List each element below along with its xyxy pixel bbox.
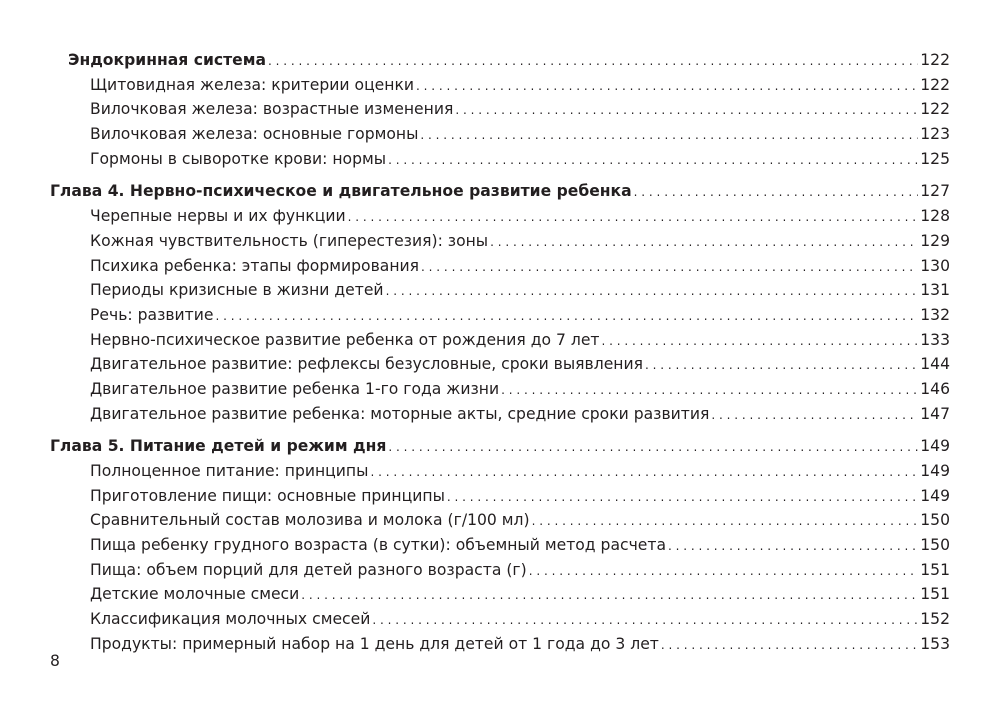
- leader-dots: [501, 378, 918, 403]
- toc-entry-title: Вилочковая железа: основные гормоны: [90, 125, 419, 144]
- toc-entry[interactable]: [50, 533, 950, 558]
- toc-entry[interactable]: [50, 229, 950, 254]
- toc-entry-page: 127: [920, 182, 950, 201]
- toc-entry-title: Приготовление пищи: основные принципы: [90, 486, 445, 505]
- leader-dots: [634, 180, 919, 205]
- toc-entry-title: Глава 5. Питание детей и режим дня: [50, 437, 387, 456]
- leader-dots: [661, 633, 918, 658]
- toc-entry-title: Гормоны в сыворотке крови: нормы: [90, 149, 387, 168]
- toc-entry[interactable]: [50, 377, 950, 402]
- toc-entry-page: 125: [920, 149, 950, 168]
- toc-entry-page: 152: [920, 610, 950, 629]
- toc-entry-title: Двигательное развитие ребенка 1-го года жизни: [90, 379, 500, 398]
- toc-entry-page: 147: [920, 404, 950, 423]
- leader-dots: [370, 460, 918, 485]
- leader-dots: [421, 255, 918, 280]
- toc-entry[interactable]: [50, 484, 950, 509]
- leader-dots: [645, 353, 918, 378]
- toc-entry-page: 128: [920, 207, 950, 226]
- toc-entry[interactable]: [50, 73, 950, 98]
- toc-entry-page: 132: [920, 305, 950, 324]
- leader-dots: [372, 608, 918, 633]
- toc-entry-title: Продукты: примерный набор на 1 день для детей от 1 года до 3 лет: [90, 634, 659, 653]
- toc-entry-title: Нервно-психическое развитие ребенка от рождения до 7 лет: [90, 330, 600, 349]
- toc-chapter-entry[interactable]: [50, 434, 950, 459]
- toc-entry-page: 129: [920, 231, 950, 250]
- leader-dots: [268, 49, 918, 74]
- toc-entry[interactable]: [50, 254, 950, 279]
- toc-entry-title: Щитовидная железа: критерии оценки: [90, 75, 415, 94]
- toc-entry-page: 150: [920, 511, 950, 530]
- toc-entry-page: 149: [920, 437, 950, 456]
- page-number: 8: [50, 652, 60, 670]
- toc-entry-title: Глава 4. Нервно-психическое и двигательное развитие ребенка: [50, 182, 632, 201]
- leader-dots: [216, 304, 919, 329]
- toc-entry[interactable]: [50, 278, 950, 303]
- toc-entry[interactable]: [50, 582, 950, 607]
- toc-entry-page: 122: [920, 51, 950, 69]
- toc-entry[interactable]: [50, 632, 950, 657]
- toc-entry-page: 133: [920, 330, 950, 349]
- toc-entry-title: Периоды кризисные в жизни детей: [90, 281, 384, 300]
- toc-entry-title: Пища: объем порций для детей разного возраста (г): [90, 560, 527, 579]
- toc-entry-page: 153: [920, 634, 950, 653]
- toc-entry-title: Пища ребенку грудного возраста (в сутки): объемный метод расчета: [90, 536, 667, 555]
- toc-entry-page: 144: [920, 355, 950, 374]
- toc-entry-title: Классификация молочных смесей: [90, 610, 371, 629]
- toc-entry[interactable]: [50, 328, 950, 353]
- toc-entry-title: Двигательное развитие: рефлексы безусловные, сроки выявления: [90, 355, 643, 374]
- toc-entry-page: 122: [920, 75, 950, 94]
- toc-entry-title: Эндокринная система: [68, 51, 267, 69]
- leader-dots: [447, 485, 918, 510]
- toc-entry[interactable]: [50, 402, 950, 427]
- leader-dots: [455, 98, 918, 123]
- leader-dots: [420, 123, 918, 148]
- leader-dots: [301, 583, 918, 608]
- leader-dots: [711, 403, 918, 428]
- toc-chapter-entry[interactable]: [50, 179, 950, 204]
- toc-entry-page: 149: [920, 462, 950, 480]
- toc-entry-page: 151: [920, 560, 950, 579]
- toc-entry[interactable]: [50, 303, 950, 328]
- leader-dots: [529, 559, 919, 584]
- leader-dots: [416, 74, 918, 99]
- toc-entry-page: 150: [920, 536, 950, 555]
- leader-dots: [602, 329, 919, 354]
- toc-entry[interactable]: [50, 97, 950, 122]
- toc-entry-title: Речь: развитие: [90, 305, 214, 324]
- leader-dots: [386, 279, 919, 304]
- toc-entry[interactable]: [50, 122, 950, 147]
- leader-dots: [532, 509, 919, 534]
- toc-entry-page: 130: [920, 256, 950, 275]
- table-of-contents: [50, 48, 950, 657]
- toc-entry-title: Психика ребенка: этапы формирования: [90, 256, 420, 275]
- leader-dots: [348, 205, 919, 230]
- leader-dots: [388, 435, 918, 460]
- toc-entry-title: Двигательное развитие ребенка: моторные акты, средние сроки развития: [90, 404, 710, 423]
- toc-entry[interactable]: [50, 352, 950, 377]
- toc-entry[interactable]: [50, 204, 950, 229]
- toc-entry[interactable]: [50, 459, 950, 484]
- toc-entry-title: Детские молочные смеси: [90, 585, 300, 604]
- toc-entry-page: 122: [920, 100, 950, 119]
- toc-entry[interactable]: [50, 48, 950, 73]
- toc-entry-page: 146: [920, 379, 950, 398]
- toc-entry[interactable]: [50, 607, 950, 632]
- leader-dots: [668, 534, 918, 559]
- toc-entry-page: 151: [920, 585, 950, 604]
- toc-entry-title: Сравнительный состав молозива и молока (г/100 мл): [90, 511, 530, 530]
- toc-entry-page: 123: [920, 125, 950, 144]
- toc-entry[interactable]: [50, 508, 950, 533]
- toc-entry[interactable]: [50, 558, 950, 583]
- toc-entry[interactable]: [50, 147, 950, 172]
- toc-entry-title: Полноценное питание: принципы: [90, 462, 369, 480]
- leader-dots: [490, 230, 918, 255]
- toc-entry-title: Черепные нервы и их функции: [90, 207, 346, 226]
- toc-entry-title: Кожная чувствительность (гиперестезия): зоны: [90, 231, 489, 250]
- toc-entry-page: 149: [920, 486, 950, 505]
- toc-entry-title: Вилочковая железа: возрастные изменения: [90, 100, 454, 119]
- leader-dots: [388, 148, 918, 173]
- toc-entry-page: 131: [920, 281, 950, 300]
